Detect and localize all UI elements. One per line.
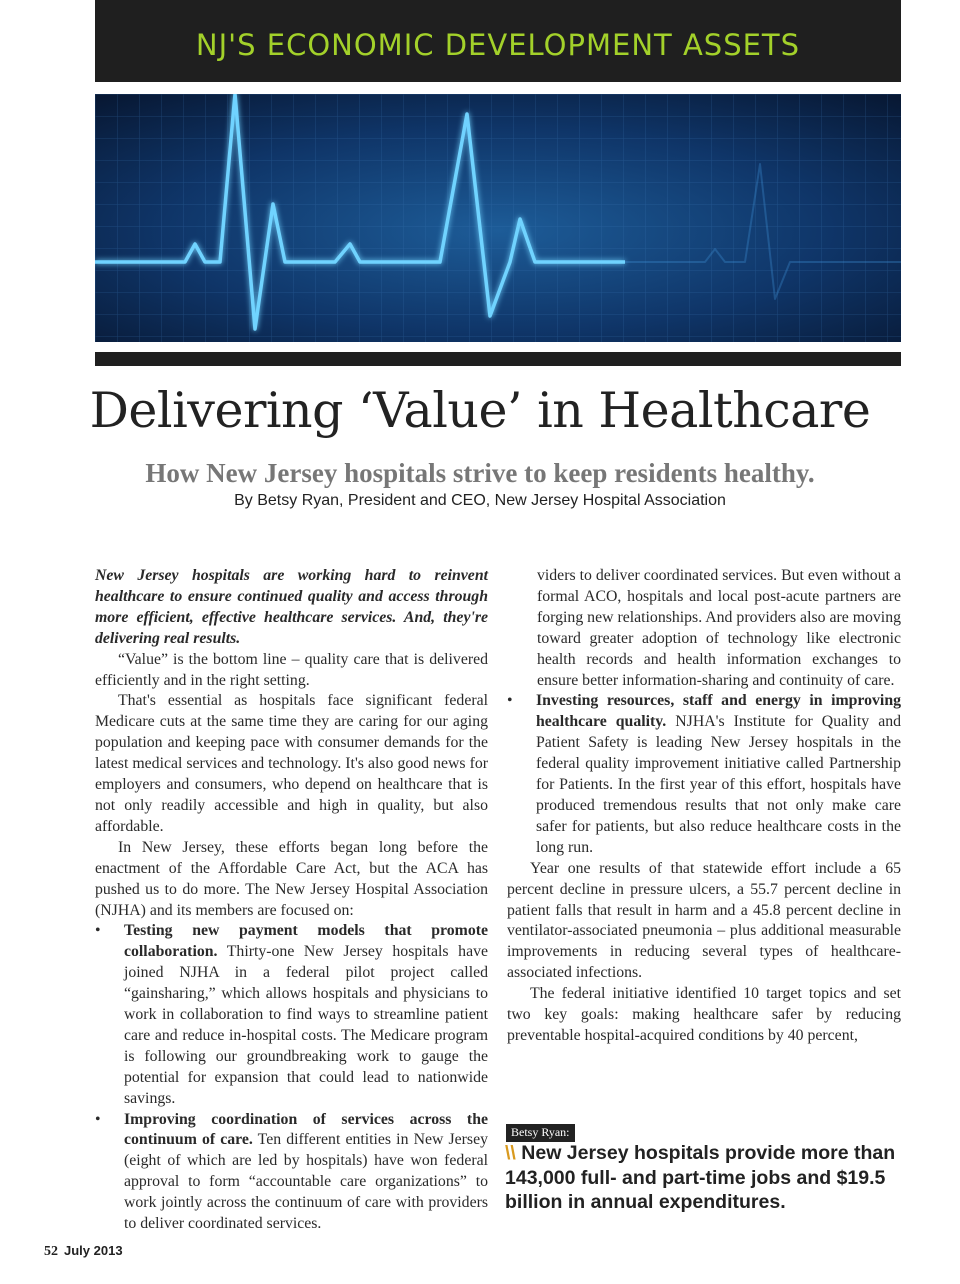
divider-bar (95, 352, 901, 366)
bullet-icon: • (507, 692, 513, 710)
body-paragraph: Year one results of that statewide effort include a 65 percent decline in pressure ulcers, a 55.7 percent decline in patient falls that result in harm and a 45.8 percent decline in ventilator-associated pneumonia – plus additional measurable improvements in reducing several types of healthcare-associated infections. (507, 859, 901, 982)
body-paragraph: The federal initiative identified 10 target topics and set two key goals: making healthcare safer by reducing preventable hospital-acquired conditions by 40 percent, (507, 985, 901, 1044)
body-paragraph: That's essential as hospitals face significant federal Medicare cuts at the same time they are caring for our aging population and keeping pace with consumer demands for the latest medical services and technology. It's also good news for employers and consumers, who depend on healthcare that is not only readily accessible and high in quality, but also affordable. (95, 692, 488, 835)
pullquote-text: New Jersey hospitals provide more than 143,000 full- and part-time jobs and $19.5 billion in annual expenditures. (505, 1142, 896, 1213)
lead-paragraph: New Jersey hospitals are working hard to reinvent healthcare to ensure continued quality and access through more efficient, effective healthcare services. And, they're delivering real results. (95, 567, 488, 647)
page-footer (44, 1243, 123, 1260)
list-item-body: NJHA's Institute for Quality and Patient Safety is leading New Jersey hospitals in the federal quality improvement initiative called Partnership for Patients. In the first year of this effort, hospitals have produced tremendous results that not only make care safer for patients, but also reduce healthcare costs in the long run. (536, 713, 901, 856)
column-right (507, 566, 901, 1047)
bullet-icon: • (95, 1110, 101, 1128)
pullquote-label: Betsy Ryan: (506, 1124, 575, 1142)
column-left (95, 566, 488, 1235)
article-title: Delivering ‘Value’ in Healthcare (89, 382, 871, 439)
list-item-body: Ten different entities in New Jersey (eight of which are led by hospitals) have won federal approval to form “accountable care organizations” to work jointly across the continuum of care with providers to deliver coordinated services. (124, 1131, 488, 1233)
list-item (95, 1110, 488, 1235)
focus-list (507, 691, 901, 858)
list-item-body: Thirty-one New Jersey hospitals have joined NJHA in a federal pilot project called “gainsharing,” which allows hospitals and physicians to work in collaboration to find ways to streamline patient care and reduce in-hospital costs. The Medicare program is following our groundbreaking work to gauge the potential for expansion that could lead to nationwide savings. (124, 943, 488, 1107)
section-banner (95, 0, 901, 82)
focus-list (95, 921, 488, 1235)
body-paragraph: “Value” is the bottom line – quality care that is delivered efficiently and in the right setting. (95, 650, 488, 689)
section-title: NJ'S ECONOMIC DEVELOPMENT ASSETS (195, 28, 801, 62)
list-item-heading: Testing new payment models that promote collaboration. (124, 922, 488, 961)
pullquote (505, 1141, 905, 1215)
article-subtitle: How New Jersey hospitals strive to keep residents healthy. (145, 458, 815, 488)
heartbeat-image (95, 94, 901, 342)
issue-date: July 2013 (64, 1243, 123, 1258)
list-item-heading: Investing resources, staff and energy in improving healthcare quality. (536, 692, 901, 731)
bullet-icon: • (95, 922, 101, 940)
list-item (507, 691, 901, 858)
list-item (95, 921, 488, 1109)
list-item-heading: Improving coordination of services across the continuum of care. (124, 1110, 488, 1149)
page-number: 52 (44, 1244, 58, 1259)
body-paragraph: viders to deliver coordinated services. But even without a formal ACO, hospitals and local post-acute partners are forging new relationships. And providers also are moving toward greater adoption of technology like electronic health records and health information exchanges to ensure better information-sharing and continuity of care. (537, 567, 901, 689)
body-paragraph: In New Jersey, these efforts began long before the enactment of the Affordable Care Act, but the ACA has pushed us to do more. The New Jersey Hospital Association (NJHA) and its members are focused on: (95, 838, 488, 919)
slashes-icon: \\ (505, 1142, 516, 1164)
article-byline: By Betsy Ryan, President and CEO, New Jersey Hospital Association (234, 492, 726, 509)
